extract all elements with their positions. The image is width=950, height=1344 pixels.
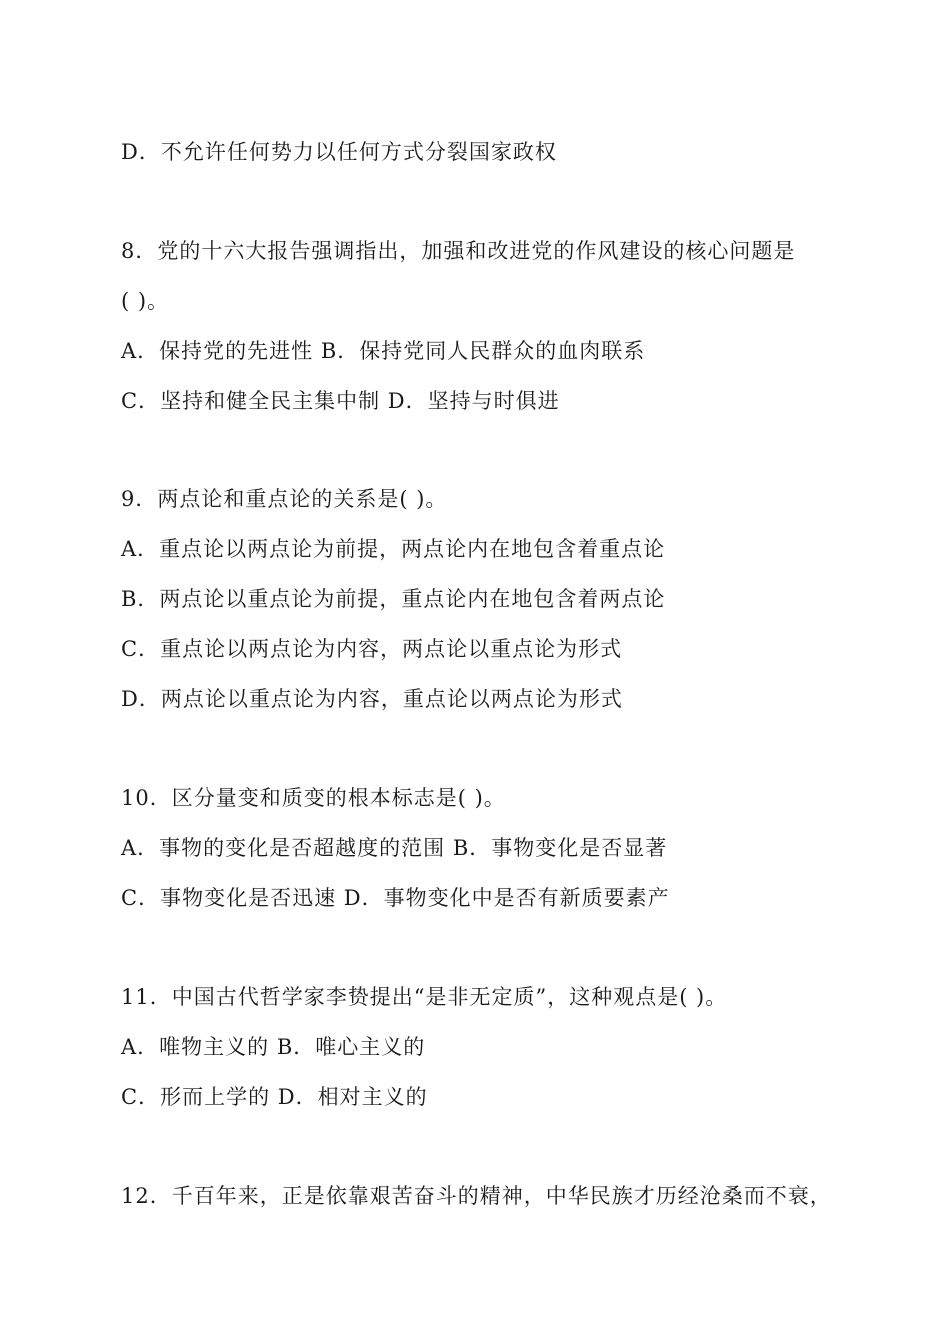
q10-stem: 10．区分量变和质变的根本标志是( )。 [121,786,506,810]
q8-stem-end: ( )。 [121,289,170,313]
q12-stem: 12．千百年来，正是依靠艰苦奋斗的精神，中华民族才历经沧桑而不衰， [121,1184,832,1208]
q11-stem: 11．中国古代哲学家李贽提出“是非无定质”，这种观点是( )。 [121,985,728,1009]
q10-options-cd: C．事物变化是否迅速 D．事物变化中是否有新质要素产 [121,886,670,910]
q7-option-d: D．不允许任何势力以任何方式分裂国家政权 [121,140,557,164]
q9-option-b: B．两点论以重点论为前提，重点论内在地包含着两点论 [121,587,666,611]
q11-options-ab: A．唯物主义的 B．唯心主义的 [121,1035,426,1059]
q8-options-cd: C．坚持和健全民主集中制 D．坚持与时俱进 [121,389,560,413]
q8-options-ab: A．保持党的先进性 B．保持党同人民群众的血肉联系 [121,339,646,363]
q9-option-c: C．重点论以两点论为内容，两点论以重点论为形式 [121,637,623,661]
q10-options-ab: A．事物的变化是否超越度的范围 B．事物变化是否显著 [121,836,668,860]
q9-option-a: A．重点论以两点论为前提，两点论内在地包含着重点论 [121,537,666,561]
q9-option-d: D．两点论以重点论为内容，重点论以两点论为形式 [121,687,623,711]
q9-stem: 9．两点论和重点论的关系是( )。 [121,487,448,511]
q8-stem: 8．党的十六大报告强调指出，加强和改进党的作风建设的核心问题是 [121,239,796,263]
q11-options-cd: C．形而上学的 D．相对主义的 [121,1085,428,1109]
